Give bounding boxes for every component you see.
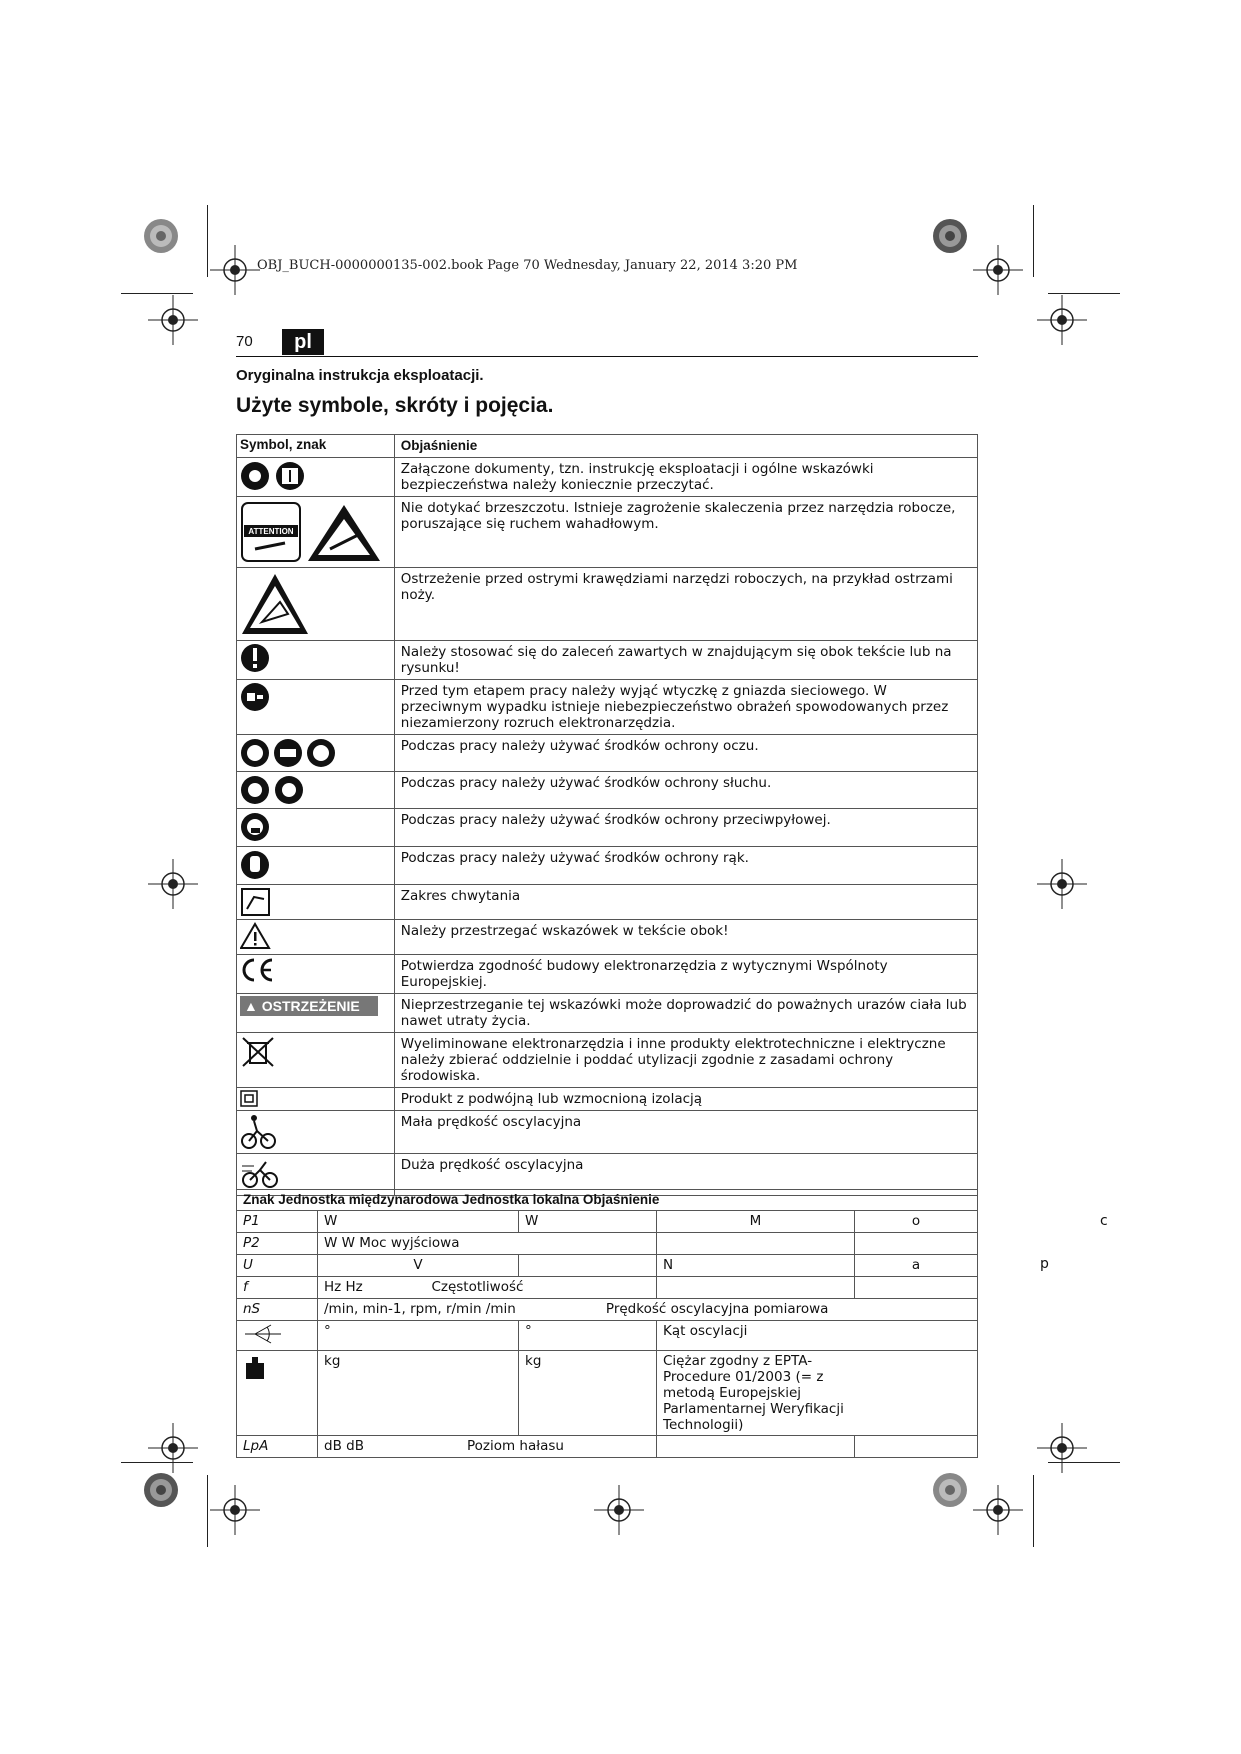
book-info: OBJ_BUCH-0000000135-002.book Page 70 Wednesday, January 22, 2014 3:20 PM [257, 258, 798, 273]
explanation-text: Poziom hałasu [466, 1438, 564, 1454]
cell: ° [318, 1321, 519, 1351]
table-row [237, 1351, 978, 1436]
table-row [237, 1088, 978, 1111]
row-text: Należy stosować się do zaleceń zawartych w znajdującym się obok tekście lub na rysunku! [394, 641, 977, 680]
crosshair-icon [148, 1423, 198, 1473]
crossed-bin-icon [240, 1035, 276, 1069]
crosshair-icon [210, 1485, 260, 1535]
gloves-icon [240, 849, 272, 881]
read-docs-icon [240, 460, 310, 492]
units-header: Znak Jednostka międzynarodowa Jednostka lokalna Objaśnienie [237, 1190, 855, 1211]
symbols-table [236, 434, 978, 1196]
units-table [236, 1189, 978, 1458]
table-row [237, 1321, 978, 1351]
stray-letter: c [1100, 1213, 1108, 1229]
table-row [237, 458, 978, 497]
crosshair-icon [973, 1485, 1023, 1535]
row-text: Zakres chwytania [394, 885, 977, 920]
cell: a [855, 1255, 978, 1277]
cell [657, 1436, 855, 1458]
table-row [237, 1211, 978, 1233]
cell: ° [519, 1321, 657, 1351]
crosshair-icon [210, 245, 260, 295]
sharp-edge-warning-icon [240, 570, 310, 638]
row-text: Ostrzeżenie przed ostrymi krawędziami narzędzi roboczych, na przykład ostrzami noży. [394, 568, 977, 641]
page-title: Użyte symbole, skróty i pojęcia. [236, 394, 554, 417]
table-row [237, 847, 978, 885]
row-text: Podczas pracy należy używać środków ochrony przeciwpyłowej. [394, 809, 977, 847]
crosshair-icon [1037, 859, 1087, 909]
dust-mask-icon [240, 811, 272, 843]
cell: Ciężar zgodny z EPTA-Procedure 01/2003 (= z metodą Europejskiej Parlamentarnej Weryfikacji Technologii) [657, 1351, 978, 1436]
sign-cell: U [237, 1255, 318, 1277]
row-text: Potwierdza zgodność budowy elektronarzędzia z wytycznymi Wspólnoty Europejskiej. [394, 955, 977, 994]
table-row [237, 885, 978, 920]
crosshair-icon [1037, 295, 1087, 345]
table-row [237, 920, 978, 955]
row-text: Podczas pracy należy używać środków ochrony oczu. [394, 735, 977, 772]
doc-subtitle: Oryginalna instrukcja eksploatacji. [236, 367, 484, 384]
rosette-icon [932, 218, 968, 254]
unit-text: /min, min-1, rpm, r/min /min [324, 1301, 516, 1317]
oscillation-angle-icon [243, 1323, 283, 1345]
row-text: Produkt z podwójną lub wzmocnioną izolacją [394, 1088, 977, 1111]
weight-icon [243, 1353, 267, 1381]
row-text: Podczas pracy należy używać środków ochrony słuchu. [394, 772, 977, 809]
unplug-icon [240, 682, 272, 712]
rosette-icon [143, 1472, 179, 1508]
sign-cell: P2 [237, 1233, 318, 1255]
row-text: Mała prędkość oscylacyjna [394, 1111, 977, 1154]
cell [855, 1436, 978, 1458]
table-row [237, 809, 978, 847]
cell: W W Moc wyjściowa [318, 1233, 657, 1255]
cell [855, 1277, 978, 1299]
cell [657, 1233, 855, 1255]
fast-bicycle-icon [240, 1156, 280, 1190]
explanation-text: Prędkość oscylacyjna pomiarowa [605, 1301, 829, 1317]
header-rule [236, 356, 978, 357]
unit-text: Hz Hz [324, 1279, 363, 1295]
cell [318, 1277, 657, 1299]
ostrzezenie-badge-label: OSTRZEŻENIE [261, 998, 360, 1014]
exclamation-icon [240, 643, 272, 673]
sign-cell: f [237, 1277, 318, 1299]
cell: V [318, 1255, 519, 1277]
crosshair-icon [1037, 1423, 1087, 1473]
cell [855, 1233, 978, 1255]
cell [519, 1255, 657, 1277]
table-row [237, 568, 978, 641]
page-number: 70 [236, 333, 253, 350]
slow-bicycle-icon [240, 1113, 276, 1151]
sign-cell: LpA [237, 1436, 318, 1458]
sign-cell: P1 [237, 1211, 318, 1233]
crosshair-icon [594, 1485, 644, 1535]
explanation-text: Częstotliwość [431, 1279, 524, 1295]
row-text: Duża prędkość oscylacyjna [394, 1154, 977, 1196]
table-row [237, 1299, 978, 1321]
eye-protection-icon [240, 737, 340, 769]
ear-protection-icon [240, 774, 310, 806]
row-text: Należy przestrzegać wskazówek w tekście obok! [394, 920, 977, 955]
cell: o [855, 1211, 978, 1233]
cell [318, 1299, 978, 1321]
cell: kg [519, 1351, 657, 1436]
cell [318, 1436, 657, 1458]
table-row [237, 1277, 978, 1299]
row-text: Nie dotykać brzeszczotu. Istnieje zagrożenie skaleczenia przez narzędzia robocze, poruszające się ruchem wahadłowym. [394, 497, 977, 568]
table-header-row [237, 1190, 978, 1211]
row-text: Nieprzestrzeganie tej wskazówki może doprowadzić do poważnych urazów ciała lub nawet utraty życia. [394, 994, 977, 1033]
table-row [237, 735, 978, 772]
cell: Kąt oscylacji [657, 1321, 978, 1351]
table-row [237, 680, 978, 735]
stray-letter: p [1040, 1256, 1049, 1272]
crosshair-icon [148, 295, 198, 345]
cell: kg [318, 1351, 519, 1436]
ostrzezenie-badge-icon: ▲ OSTRZEŻENIE [240, 996, 378, 1016]
cell: W [519, 1211, 657, 1233]
grip-area-icon [240, 887, 272, 917]
double-insulation-icon [240, 1090, 260, 1108]
rosette-icon [932, 1472, 968, 1508]
attention-blade-icon [240, 499, 382, 565]
crosshair-icon [148, 859, 198, 909]
table-row [237, 772, 978, 809]
cell: W [318, 1211, 519, 1233]
table-header-row [237, 435, 978, 458]
language-badge: pl [282, 329, 324, 355]
ce-mark-icon [240, 957, 276, 983]
table-row [237, 994, 978, 1033]
unit-text: dB dB [324, 1438, 364, 1454]
warning-triangle-icon [240, 922, 272, 950]
table-row [237, 641, 978, 680]
cell: M [657, 1211, 855, 1233]
col-explanation-header: Objaśnienie [394, 435, 977, 458]
crosshair-icon [973, 245, 1023, 295]
col-symbol-header: Symbol, znak [237, 435, 395, 458]
table-row [237, 497, 978, 568]
cell: N [657, 1255, 855, 1277]
cell [657, 1277, 855, 1299]
row-text: Załączone dokumenty, tzn. instrukcję eksploatacji i ogólne wskazówki bezpieczeństwa należy koniecznie przeczytać. [394, 458, 977, 497]
row-text: Przed tym etapem pracy należy wyjąć wtyczkę z gniazda sieciowego. W przeciwnym wypadku istnieje niebezpieczeństwo obrażeń spowodowanych przez niezamierzony rozruch elektronarzędzia. [394, 680, 977, 735]
table-row [237, 955, 978, 994]
table-row [237, 1233, 978, 1255]
table-row [237, 1111, 978, 1154]
table-row [237, 1436, 978, 1458]
table-row [237, 1255, 978, 1277]
svg-text:ATTENTION: ATTENTION [248, 527, 294, 536]
row-text: Wyeliminowane elektronarzędzia i inne produkty elektrotechniczne i elektryczne należy zbierać oddzielnie i poddać utylizacji zgodnie z zasadami ochrony środowiska. [394, 1033, 977, 1088]
table-row [237, 1033, 978, 1088]
rosette-icon [143, 218, 179, 254]
sign-cell: nS [237, 1299, 318, 1321]
row-text: Podczas pracy należy używać środków ochrony rąk. [394, 847, 977, 885]
